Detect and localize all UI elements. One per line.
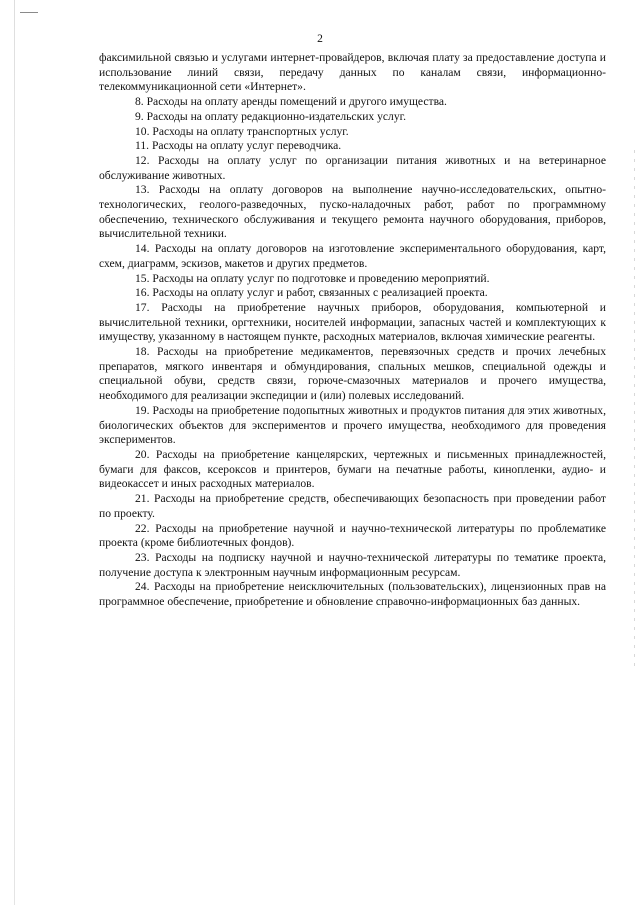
paragraph-item-15: 15. Расходы на оплату услуг по подготовке и проведению мероприятий. [135, 271, 490, 285]
paragraph-item-23: 23. Расходы на подписку научной и научно-технической литературы по тематике проекта, получение доступа к электронным научным информационным ресурсам. [99, 550, 606, 579]
paragraph-item-21: 21. Расходы на приобретение средств, обеспечивающих безопасность при проведении работ по проекту. [99, 492, 606, 520]
paragraph-item-12: 12. Расходы на оплату услуг по организации питания животных и на ветеринарное обслуживание животных. [99, 153, 606, 182]
page-number: 2 [317, 33, 323, 45]
scan-left-edge [14, 0, 15, 905]
paragraph-continuation: факсимильной связью и услугами интернет-провайдеров, включая плату за предоставление доступа и использование линий связи, передачу данных по каналам связи, информационно-телекоммуникационной сети «Интернет». [99, 51, 606, 94]
paragraph-item-13: 13. Расходы на оплату договоров на выполнение научно-исследовательских, опытно-технологических, геолого-разведочных, пуско-наладочных работ, работ по программному обеспечению, технического обслуживания и текущего ремонта научного оборудования, приборов, вычислительной техники. [99, 183, 606, 241]
paragraph-item-16: 16. Расходы на оплату услуг и работ, связанных с реализацией проекта. [135, 286, 488, 300]
paragraph-item-24: 24. Расходы на приобретение неисключительных (пользовательских), лицензионных прав на программное обеспечение, приобретение и обновление справочно-информационных баз данных. [99, 580, 606, 609]
paragraph-item-19: 19. Расходы на приобретение подопытных животных и продуктов питания для этих животных, биологических объектов для экспериментов и прочего имущества, необходимого для проведения экспериментов. [99, 403, 606, 447]
paragraph-item-8: 8. Расходы на оплату аренды помещений и другого имущества. [135, 95, 447, 109]
document-body [99, 51, 606, 610]
scan-corner-mark [20, 12, 38, 13]
paragraph-item-18: 18. Расходы на приобретение медикаментов, перевязочных средств и прочих лечебных препаратов, мягкого инвентаря и обмундирования, спальных мешков, специальной одежды и специальной обуви, средств связи, горюче-смазочных материалов и прочего имущества, необходимого для реализации экспедиции и (или) полевых исследований. [99, 345, 606, 403]
paragraph-item-22: 22. Расходы на приобретение научной и научно-технической литературы по проблематике проекта (кроме библиотечных фондов). [99, 521, 606, 550]
paragraph-item-17: 17. Расходы на приобретение научных приборов, оборудования, компьютерной и вычислительной техники, оргтехники, носителей информации, запасных частей и комплектующих к имуществу, указанному в настоящем пункте, расходных материалов, включая химические реагенты. [99, 300, 606, 344]
paragraph-item-11: 11. Расходы на оплату услуг переводчика. [135, 139, 342, 153]
paragraph-item-14: 14. Расходы на оплату договоров на изготовление экспериментального оборудования, карт, схем, диаграмм, эскизов, макетов и других предметов. [99, 242, 606, 270]
paragraph-item-10: 10. Расходы на оплату транспортных услуг. [135, 124, 349, 138]
paragraph-item-20: 20. Расходы на приобретение канцелярских, чертежных и письменных принадлежностей, бумаги для факсов, ксероксов и принтеров, бумаги на печатные работы, кинопленки, аудио- и видеокассет и иных расходных материалов. [99, 447, 606, 491]
scan-right-edge [634, 150, 635, 670]
paragraph-item-9: 9. Расходы на оплату редакционно-издательских услуг. [135, 109, 406, 123]
